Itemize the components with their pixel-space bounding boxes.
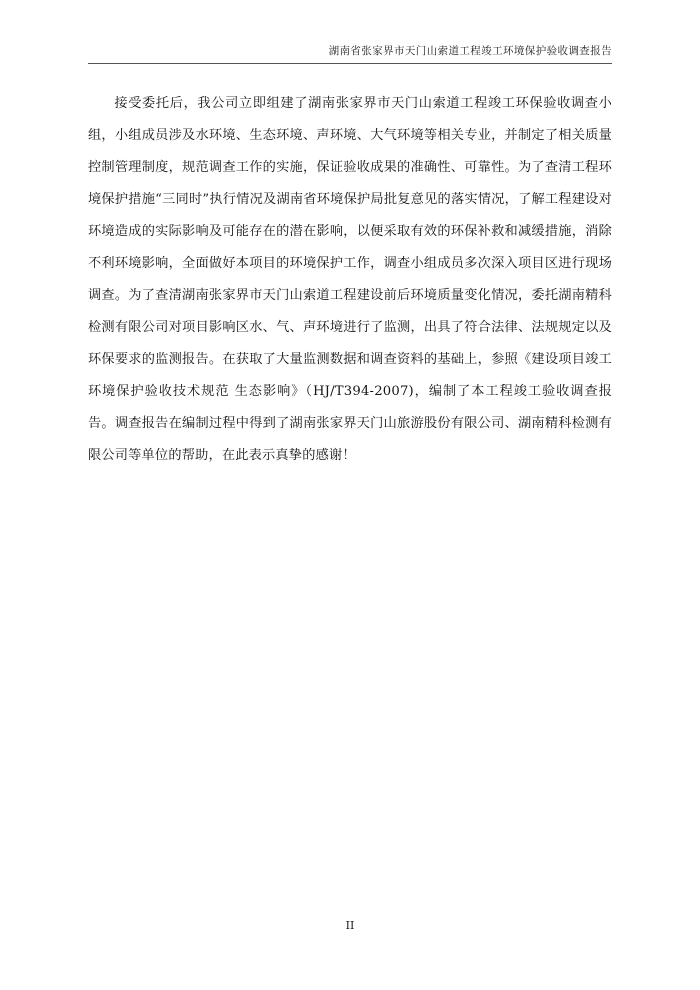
- page-header-running-title: 湖南省张家界市天门山索道工程竣工环境保护验收调查报告: [88, 44, 612, 64]
- page-number: II: [345, 919, 355, 932]
- body-paragraph: 接受委托后，我公司立即组建了湖南张家界市天门山索道工程竣工环保验收调查小组，小组成员涉及水环境、生态环境、声环境、大气环境等相关专业，并制定了相关质量控制管理制度，规范调查工作的实施，保证验收成果的准确性、可靠性。为了查清工程环境保护措施“三同时”执行情况及湖南省环境保护局批复意见的落实情况，了解工程建设对环境造成的实际影响及可能存在的潜在影响，以便采取有效的环保补救和减缓措施，消除不利环境影响，全面做好本项目的环境保护工作，调查小组成员多次深入项目区进行现场调查。为了查清湖南张家界市天门山索道工程建设前后环境质量变化情况，委托湖南精科检测有限公司对项目影响区水、气、声环境进行了监测，出具了符合法律、法规规定以及环保要求的监测报告。在获取了大量监测数据和调查资料的基础上，参照《建设项目竣工环境保护验收技术规范 生态影响》（HJ/T394-2007)，编制了本工程竣工验收调查报告。调查报告在编制过程中得到了湖南张家界天门山旅游股份有限公司、湖南精科检测有限公司等单位的帮助，在此表示真挚的感谢！: [88, 96, 612, 463]
